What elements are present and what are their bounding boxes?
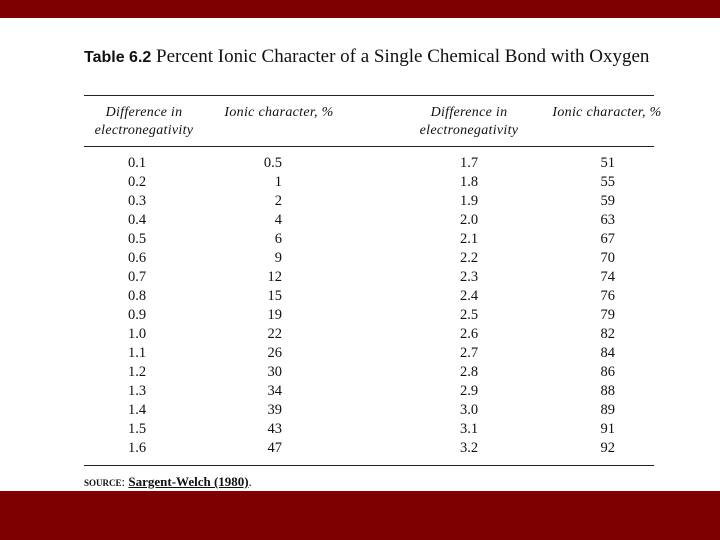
header-difference-left: Difference in electronegativity bbox=[94, 105, 194, 138]
table-cell: 70 bbox=[600, 250, 615, 266]
table-cell: 19 bbox=[267, 307, 282, 323]
table-cell: 0.7 bbox=[128, 269, 147, 285]
top-banner bbox=[0, 0, 720, 18]
column-difference-right bbox=[460, 154, 500, 458]
header-ionic-right: Ionic character, % bbox=[552, 105, 662, 120]
table-cell: 0.8 bbox=[128, 288, 147, 304]
table-cell: 1.9 bbox=[460, 193, 479, 209]
table-cell: 2.3 bbox=[460, 269, 479, 285]
table-cell: 15 bbox=[267, 288, 282, 304]
table-cell: 1.8 bbox=[460, 174, 479, 190]
table-cell: 2 bbox=[274, 193, 282, 209]
source-reference: Sargent-Welch (1980) bbox=[128, 474, 249, 489]
table-cell: 1 bbox=[274, 174, 282, 190]
table-cell: 1.4 bbox=[128, 402, 147, 418]
bottom-banner bbox=[0, 491, 720, 540]
table-cell: 0.6 bbox=[128, 250, 147, 266]
table-cell: 55 bbox=[600, 174, 615, 190]
table-cell: 3.1 bbox=[460, 421, 479, 437]
table-cell: 43 bbox=[267, 421, 282, 437]
table-cell: 39 bbox=[267, 402, 282, 418]
table-cell: 2.5 bbox=[460, 307, 479, 323]
column-difference-left bbox=[128, 154, 168, 458]
table-cell: 91 bbox=[600, 421, 615, 437]
table-caption bbox=[84, 46, 684, 68]
table-cell: 34 bbox=[267, 383, 282, 399]
table-cell: 76 bbox=[600, 288, 615, 304]
source-note: source: Sargent-Welch (1980). bbox=[84, 474, 252, 489]
table-cell: 26 bbox=[267, 345, 282, 361]
table-cell: 3.2 bbox=[460, 440, 479, 456]
table-cell: 1.3 bbox=[128, 383, 147, 399]
table-cell: 2.0 bbox=[460, 212, 479, 228]
table-cell: 0.5 bbox=[263, 155, 282, 171]
table-cell: 2.9 bbox=[460, 383, 479, 399]
table-cell: 79 bbox=[600, 307, 615, 323]
table-cell: 1.2 bbox=[128, 364, 147, 380]
table-cell: 1.0 bbox=[128, 326, 147, 342]
table-cell: 0.2 bbox=[128, 174, 147, 190]
table-cell: 0.4 bbox=[128, 212, 147, 228]
table-cell: 2.7 bbox=[460, 345, 479, 361]
source-label: source bbox=[84, 474, 122, 489]
table-cell: 2.8 bbox=[460, 364, 479, 380]
table-cell: 86 bbox=[600, 364, 615, 380]
top-rule bbox=[84, 95, 654, 96]
table-cell: 0.9 bbox=[128, 307, 147, 323]
table-cell: 3.0 bbox=[460, 402, 479, 418]
table-cell: 1.5 bbox=[128, 421, 147, 437]
table-cell: 47 bbox=[267, 440, 282, 456]
table-cell: 89 bbox=[600, 402, 615, 418]
table-cell: 2.2 bbox=[460, 250, 479, 266]
table-cell: 2.1 bbox=[460, 231, 479, 247]
header-ionic-left: Ionic character, % bbox=[224, 105, 334, 120]
table-cell: 0.1 bbox=[128, 155, 147, 171]
table-cell: 92 bbox=[600, 440, 615, 456]
column-ionic-left bbox=[252, 154, 282, 458]
bottom-rule bbox=[84, 465, 654, 466]
column-ionic-right bbox=[593, 154, 615, 458]
table-cell: 9 bbox=[274, 250, 282, 266]
table-cell: 22 bbox=[267, 326, 282, 342]
table-label: Table 6.2 bbox=[84, 49, 152, 66]
table-cell: 2.6 bbox=[460, 326, 479, 342]
table-cell: 74 bbox=[600, 269, 615, 285]
table-cell: 67 bbox=[600, 231, 615, 247]
table-cell: 1.1 bbox=[128, 345, 147, 361]
table-cell: 2.4 bbox=[460, 288, 479, 304]
table-cell: 12 bbox=[267, 269, 282, 285]
table-cell: 1.6 bbox=[128, 440, 147, 456]
table-cell: 84 bbox=[600, 345, 615, 361]
table-cell: 6 bbox=[274, 231, 282, 247]
table-cell: 0.3 bbox=[128, 193, 147, 209]
header-difference-right: Difference in electronegativity bbox=[419, 105, 519, 138]
table-cell: 59 bbox=[600, 193, 615, 209]
header-rule bbox=[84, 146, 654, 147]
table-cell: 30 bbox=[267, 364, 282, 380]
table-cell: 4 bbox=[274, 212, 282, 228]
table-cell: 88 bbox=[600, 383, 615, 399]
table-cell: 63 bbox=[600, 212, 615, 228]
table-title: Percent Ionic Character of a Single Chemical Bond with Oxygen bbox=[156, 46, 650, 67]
table-cell: 82 bbox=[600, 326, 615, 342]
table-cell: 1.7 bbox=[460, 155, 479, 171]
table-cell: 0.5 bbox=[128, 231, 147, 247]
table-cell: 51 bbox=[600, 155, 615, 171]
